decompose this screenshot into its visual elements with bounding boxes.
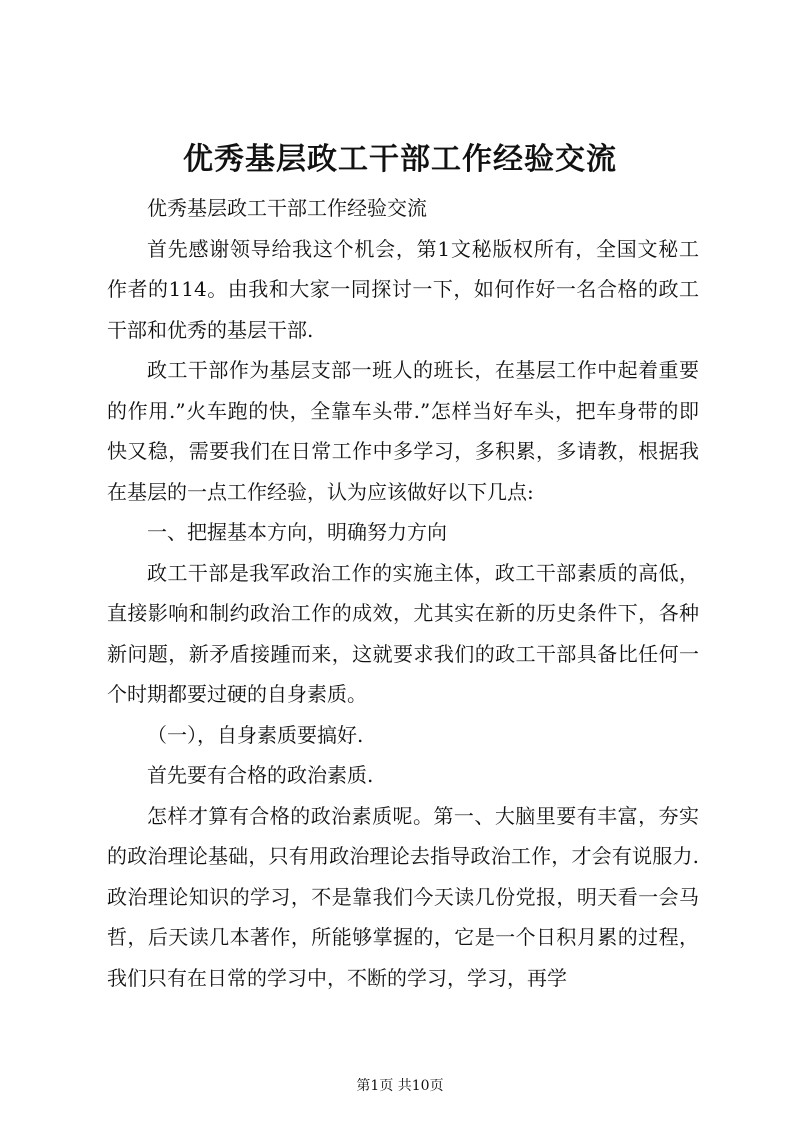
document-title: 优秀基层政工干部工作经验交流: [183, 142, 617, 177]
paragraph: 首先要有合格的政治素质.: [147, 763, 374, 787]
paragraph: 怎样才算有合格的政治素质呢。第一、大脑里要有丰富，夯实的政治理论基础，只有用政治理论去指导政治工作，才会有说服力.政治理论知识的学习，不是靠我们今天读几份党报，明天看一会马哲，后天读几本著作，所能够掌握的，它是一个日积月累的过程，我们只有在日常的学习中，不断的学习，学习，再学: [107, 803, 699, 990]
section-heading: 一、把握基本方向，明确努力方向: [147, 520, 447, 544]
subsection-heading: （一），自身素质要搞好.: [147, 722, 364, 747]
paragraph: 政工干部作为基层支部一班人的班长，在基层工作中起着重要的作用.”火车跑的快，全靠车头带.”怎样当好车头，把车身带的即快又稳，需要我们在日常工作中多学习，多积累，多请教，根据我在基层的一点工作经验，认为应该做好以下几点:: [107, 358, 699, 504]
paragraph: 优秀基层政工干部工作经验交流: [147, 196, 427, 220]
page-footer: 第1页 共10页: [356, 1078, 444, 1094]
document-body: [107, 188, 699, 998]
paragraph: 首先感谢领导给我这个机会，第1文秘版权所有，全国文秘工作者的114。由我和大家一同探讨一下，如何作好一名合格的政工干部和优秀的基层干部.: [107, 236, 699, 342]
paragraph: 政工干部是我军政治工作的实施主体，政工干部素质的高低，直接影响和制约政治工作的成效，尤其实在新的历史条件下，各种新问题，新矛盾接踵而来，这就要求我们的政工干部具备比任何一个时期都要过硬的自身素质。: [107, 560, 699, 706]
